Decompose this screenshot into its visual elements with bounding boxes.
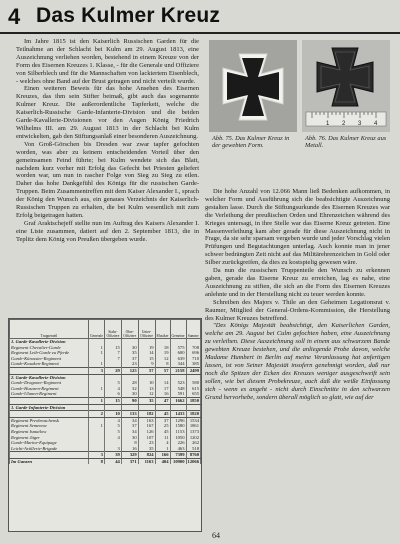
ruler-mark: 1 [326,121,330,127]
count-cell: 34 [121,417,138,423]
count-cell: 824 [138,452,155,459]
count-cell: 404 [155,458,170,464]
left-text-column [16,38,199,244]
title-rule [0,32,400,34]
count-cell: 18 [155,345,170,351]
column-header: Unter-Offiziere [138,320,155,339]
count-cell [186,404,201,411]
count-cell: 344 [170,361,186,367]
count-cell: 2499 [186,367,201,374]
count-cell: 371 [121,458,138,464]
count-cell: 6 [104,391,121,397]
count-cell: 2 [89,411,105,418]
figure-75-caption: Abb. 75. Das Kulmer Kreuz in der gewebten Form. [212,135,290,150]
count-cell: 12 [138,391,155,397]
count-cell: 47 [155,397,170,404]
count-cell: 3 [89,367,105,374]
count-cell: 1050 [170,435,186,441]
count-cell: 12 [155,356,170,362]
count-cell: 7 [104,350,121,356]
unit-cell: Garde-Dragoner-Regiment [10,380,89,386]
figure-76-caption: Abb. 76. Das Kulmer Kreuz aus Metall. [305,135,387,150]
count-cell: 182 [138,411,155,418]
count-cell: 8 [89,458,105,464]
count-cell: 126 [138,429,155,435]
count-cell: 548 [170,386,186,392]
count-cell: 580 [186,380,201,386]
table-total-row [10,367,201,374]
count-cell: 107 [138,435,155,441]
count-cell: 35 [138,397,155,404]
count-cell: 90 [121,397,138,404]
unit-cell: 1. Garde-Kavallerie-Division [10,339,89,345]
count-cell: 167 [138,423,155,429]
chapter-title: Das Kulmer Kreuz [36,4,221,27]
table-grand-row [10,458,201,464]
count-cell [121,404,138,411]
count-cell: 655 [186,391,201,397]
count-cell: 125 [121,367,138,374]
count-cell: 1296 [170,417,186,423]
count-cell: 30 [121,391,138,397]
count-cell: 1820 [186,411,201,418]
count-cell: 30 [121,435,138,441]
count-cell: 1202 [186,435,201,441]
unit-cell: Garde-Ulanen-Regiment [10,391,89,397]
count-cell: 17 [155,386,170,392]
count-cell: 1433 [170,411,186,418]
count-cell: 15 [104,397,121,404]
count-cell: 1 [89,350,105,356]
count-cell [155,404,170,411]
count-cell: 7399 [170,452,186,459]
count-cell: 1861 [186,423,201,429]
unit-cell: Regiment Leib-Garde zu Pferde [10,350,89,356]
troop-list-table [8,318,202,532]
count-cell: 615 [186,386,201,392]
count-cell: 591 [170,391,186,397]
count-cell: 37 [121,423,138,429]
count-cell: 1 [89,423,105,429]
count-cell: 35 [121,350,138,356]
column-header: Summe [186,320,201,339]
count-cell: 10900 [170,458,186,464]
paragraph: Im Jahre 1815 ist den Kaiserlich Russischen Garden für die Teilnahme an der Schlacht bei Kulm am 29. August 1813, eine Auszeichnung verliehen worden, bestehend in einem Kreuze von der Form des Eisernen Kreuzes 1. Klasse, - für die Generale und Offiziere von Silberblech und für die Mannschaften von lackiertem Eisenblech, - welches ohne Band auf der Brust getragen und nicht verteilt wurde. [16,38,199,85]
paragraph: Einen weiteren Beweis für das hohe Ansehen des Eisernen Kreuzes, das ihm sein Stifter beimaß, gibt auch das sogenannte Kulmer Kreuz. Die außerordentliche Tapferkeit, welche die Kaiserlich-Russische Garde-Infanterie-Division und die beiden Garde-Kavallerie-Divisionen vor den Augen König Friedrich Wilhelms III. am 29. August 1813 in der Schlacht bei Kulm entwickelten, gab den Stiftungsanlaß einer besonderen Auszeichnung. [16,85,199,140]
count-cell: 29 [104,367,121,374]
count-cell [104,404,121,411]
count-cell: 166 [155,452,170,459]
troop-statistics [9,319,201,464]
unit-cell: Garde-Kosaken-Regiment [10,361,89,367]
unit-cell [10,452,89,459]
count-cell: 133 [121,411,138,418]
quoted-letter: "Des Königs Majestät beabsichtigt, den Kaiserlichen Garden, welche am 29. August bei Culm gefochten haben, eine Auszeichnung zu verleihen. Diese Auszeichnung soll in einem aus schwarzem Bande gewebten Kreuze bestehen, und die anliegende Probe davon, welche Madame Humbert in Berlin auf meine Veranlassung hat anfertigen lassen, ist von Seiner Majestät insofern genehmigt worden, daß nur noch die Spitzen der Ecken des Kreuzes weniger ausgeschweift sein sollen, wie bei diesem Probekreuze, auch daß die weiße Einfassung sich - wenn es angeht - nicht durch Einschnitte in den schwarzen Grund hervorhebe, sondern überall möglich so glatt, wie auf der [205,322,390,401]
count-cell: 57 [155,367,170,374]
unit-cell: Im Ganzen [10,458,89,464]
count-cell [89,404,105,411]
count-cell: 1 [89,361,105,367]
count-cell: 8760 [186,452,201,459]
count-cell: 45 [155,429,170,435]
unit-cell: Regiment Chevalier-Garde [10,345,89,351]
count-cell: 4 [104,417,121,423]
count-cell: 12066 [187,458,199,464]
unit-cell: Garde-Kürassier-Regiment [10,356,89,362]
paragraph: Schreiben des Majors v. Thile an den Geheimen Legationsrat v. Raumer, Mitglied der General-Ordens-Kommission, die Herstellung des Kulmer Kreuzes betreffend. [205,298,390,322]
unit-cell [10,411,89,418]
count-cell: 23 [138,440,155,446]
count-cell: 1850 [186,397,201,404]
count-cell: 1 [89,386,105,392]
count-cell: 1 [89,345,105,351]
count-cell: 37 [121,356,138,362]
count-cell: 19 [155,350,170,356]
right-text-column [205,188,390,401]
count-cell: 1662 [170,397,186,404]
column-header: Stabs-Offiziere [104,320,121,339]
page-footer-number: 64 [212,531,220,540]
count-cell: 2158 [170,367,186,374]
count-cell: 710 [186,356,201,362]
table-total-row [10,411,201,418]
count-cell: 3 [104,446,121,452]
column-header: Generale [89,320,105,339]
count-cell [138,404,155,411]
column-header: Ober-Offiziere [121,320,138,339]
count-cell: 518 [186,446,201,452]
figure-woven-cross [209,40,297,132]
count-cell: 16 [155,391,170,397]
count-cell: 35 [138,446,155,452]
count-cell: 30 [121,345,138,351]
metal-cross-icon [302,40,390,132]
unit-cell: 2. Garde-Kavallerie-Division [10,374,89,380]
unit-cell: Regiment Preobraschensk [10,417,89,423]
count-cell: 23 [121,361,138,367]
ruler-mark: 4 [374,121,378,127]
paragraph: Da nun die russischen Truppenteile den Wunsch zu erkennen gaben, gerade das Eiserne Kreuz zu erreichen, lag es nahe, eine Auszeichnung zu stiften, die sich an die Form des Eisernen Kreuzes anlehnte und in der Herstellung nicht zu teuer werden konnte. [205,267,390,298]
paragraph: Von Groß-Görschen bis Dresden war zwar tapfer gefochten worden, was aber zu keinem entscheidenden Vorteil über den gemeinsamen Feind führte; bei Kulm wendete sich das Blatt, nachdem kurz vorher mit Erfolg das Gefecht bei Priesten geliefert worden war, um nun in rascher Folge von Sieg zu Sieg zu eilen. Daher das hohe Dankgefühl des Königs für die russischen Garde-Truppen. Beim Zusammentreffen mit dem Kaiser Alexander I., sprach der König den Wunsch aus, ein genaues Verzeichnis der Kaiserlich-Russischen Truppen zu erhalten, die bei Kulm wesentlich mit zum Erfolg beigetragen hatten. [16,140,199,219]
count-cell: 5 [104,429,121,435]
count-cell: 14 [138,350,155,356]
count-cell: 9 [138,361,155,367]
count-cell: 5 [104,423,121,429]
figure-metal-cross [302,40,390,132]
count-cell: 639 [170,356,186,362]
unit-cell [10,367,89,374]
table-total-row [10,452,201,459]
unit-cell: 1. Garde-Infanterie-Division [10,404,89,411]
count-cell: 15 [138,356,155,362]
count-cell: 575 [170,345,186,351]
count-cell: 226 [170,440,186,446]
paragraph: Graf Araktschejeff stellte nun im Auftrag des Kaisers Alexander I. eine Liste zusammen, datiert auf den 2. September 1813, die in Teplitz dem König von Preußen übergeben wurde. [16,219,199,243]
count-cell: 1163 [138,458,155,464]
count-cell: 163 [138,417,155,423]
count-cell: 4 [155,440,170,446]
table-total-row [10,397,201,404]
woven-cross-icon [209,40,297,132]
count-cell: 13 [138,386,155,392]
paragraph: Die hohe Anzahl von 12.066 Mann ließ Bedenken aufkommen, in welcher Form und Ausführung sich die beabsichtigte Auszeichnung gestalten lasse. Durch die Stiftungsurkunde des Eisernen Kreuzes war die Verleihung der preußischen Orden und Ehrenzeichen während des Krieges untersagt, in ihre Stelle war das Eiserne Kreuz getreten. Eine Massenverleihung kam aber gerade für diese Auszeichnung nicht in Frage, da sie sehr sparsam vergeben wurde und jeder Vorschlag vielen Prüfungen und Begutachtungen unterlag. Auch konnte man in jener schwer bedrängten Zeit nicht auf das Militärehrenzeichen in Gold oder Silber zurückgreifen, da dies zu kostspielig gewesen wäre. [205,188,390,267]
count-cell: 708 [186,345,201,351]
count-cell: 385 [186,361,201,367]
column-header: Gemeine [170,320,186,339]
count-cell: 14 [155,380,170,386]
count-cell: 16 [121,446,138,452]
count-cell: 11 [155,435,170,441]
count-cell: 1153 [170,429,186,435]
count-cell: 19 [138,345,155,351]
unit-cell [10,397,89,404]
count-cell: 696 [186,350,201,356]
count-cell: 1 [89,397,105,404]
count-cell: 329 [121,452,138,459]
count-cell: 3 [89,452,105,459]
count-cell: 1 [155,446,170,452]
count-cell: 4 [104,386,121,392]
count-cell: 523 [170,380,186,386]
count-cell: 25 [155,423,170,429]
count-cell: 10 [104,411,121,418]
count-cell: 7 [104,356,121,362]
column-header: Truppenteil [10,320,89,339]
unit-cell: Regiment Jäger [10,435,89,441]
count-cell: 45 [155,411,170,418]
count-cell: 4 [104,435,121,441]
unit-cell: Regiment Ismailow [10,429,89,435]
table-header-row [10,320,201,339]
count-cell: 262 [186,440,201,446]
count-cell: 32 [121,386,138,392]
unit-cell: Garde-Marine-Equipage [10,440,89,446]
count-cell: 37 [155,417,170,423]
count-cell: 1534 [186,417,201,423]
unit-cell: Garde-Husaren-Regiment [10,386,89,392]
count-cell: 28 [121,380,138,386]
chapter-number: 4 [8,4,21,29]
count-cell: 1373 [186,429,201,435]
column-header: Musiker [155,320,170,339]
count-cell: 8 [121,440,138,446]
count-cell: 34 [121,429,138,435]
table-section-row [10,404,201,411]
unit-cell: Regiment Semenow [10,423,89,429]
count-cell: 44 [104,458,121,464]
count-cell: 15 [104,345,121,351]
count-cell: 463 [170,446,186,452]
count-cell: 8 [155,361,170,367]
ruler-mark: 3 [358,121,362,127]
count-cell: 1580 [170,423,186,429]
count-cell: 600 [170,350,186,356]
count-cell: 5 [104,380,121,386]
ruler-mark: 2 [342,121,346,127]
unit-cell: Leicht-Artillerie-Brigade [10,446,89,452]
count-cell: 39 [104,452,121,459]
count-cell: 10 [138,380,155,386]
count-cell [170,404,186,411]
count-cell: 57 [138,367,155,374]
